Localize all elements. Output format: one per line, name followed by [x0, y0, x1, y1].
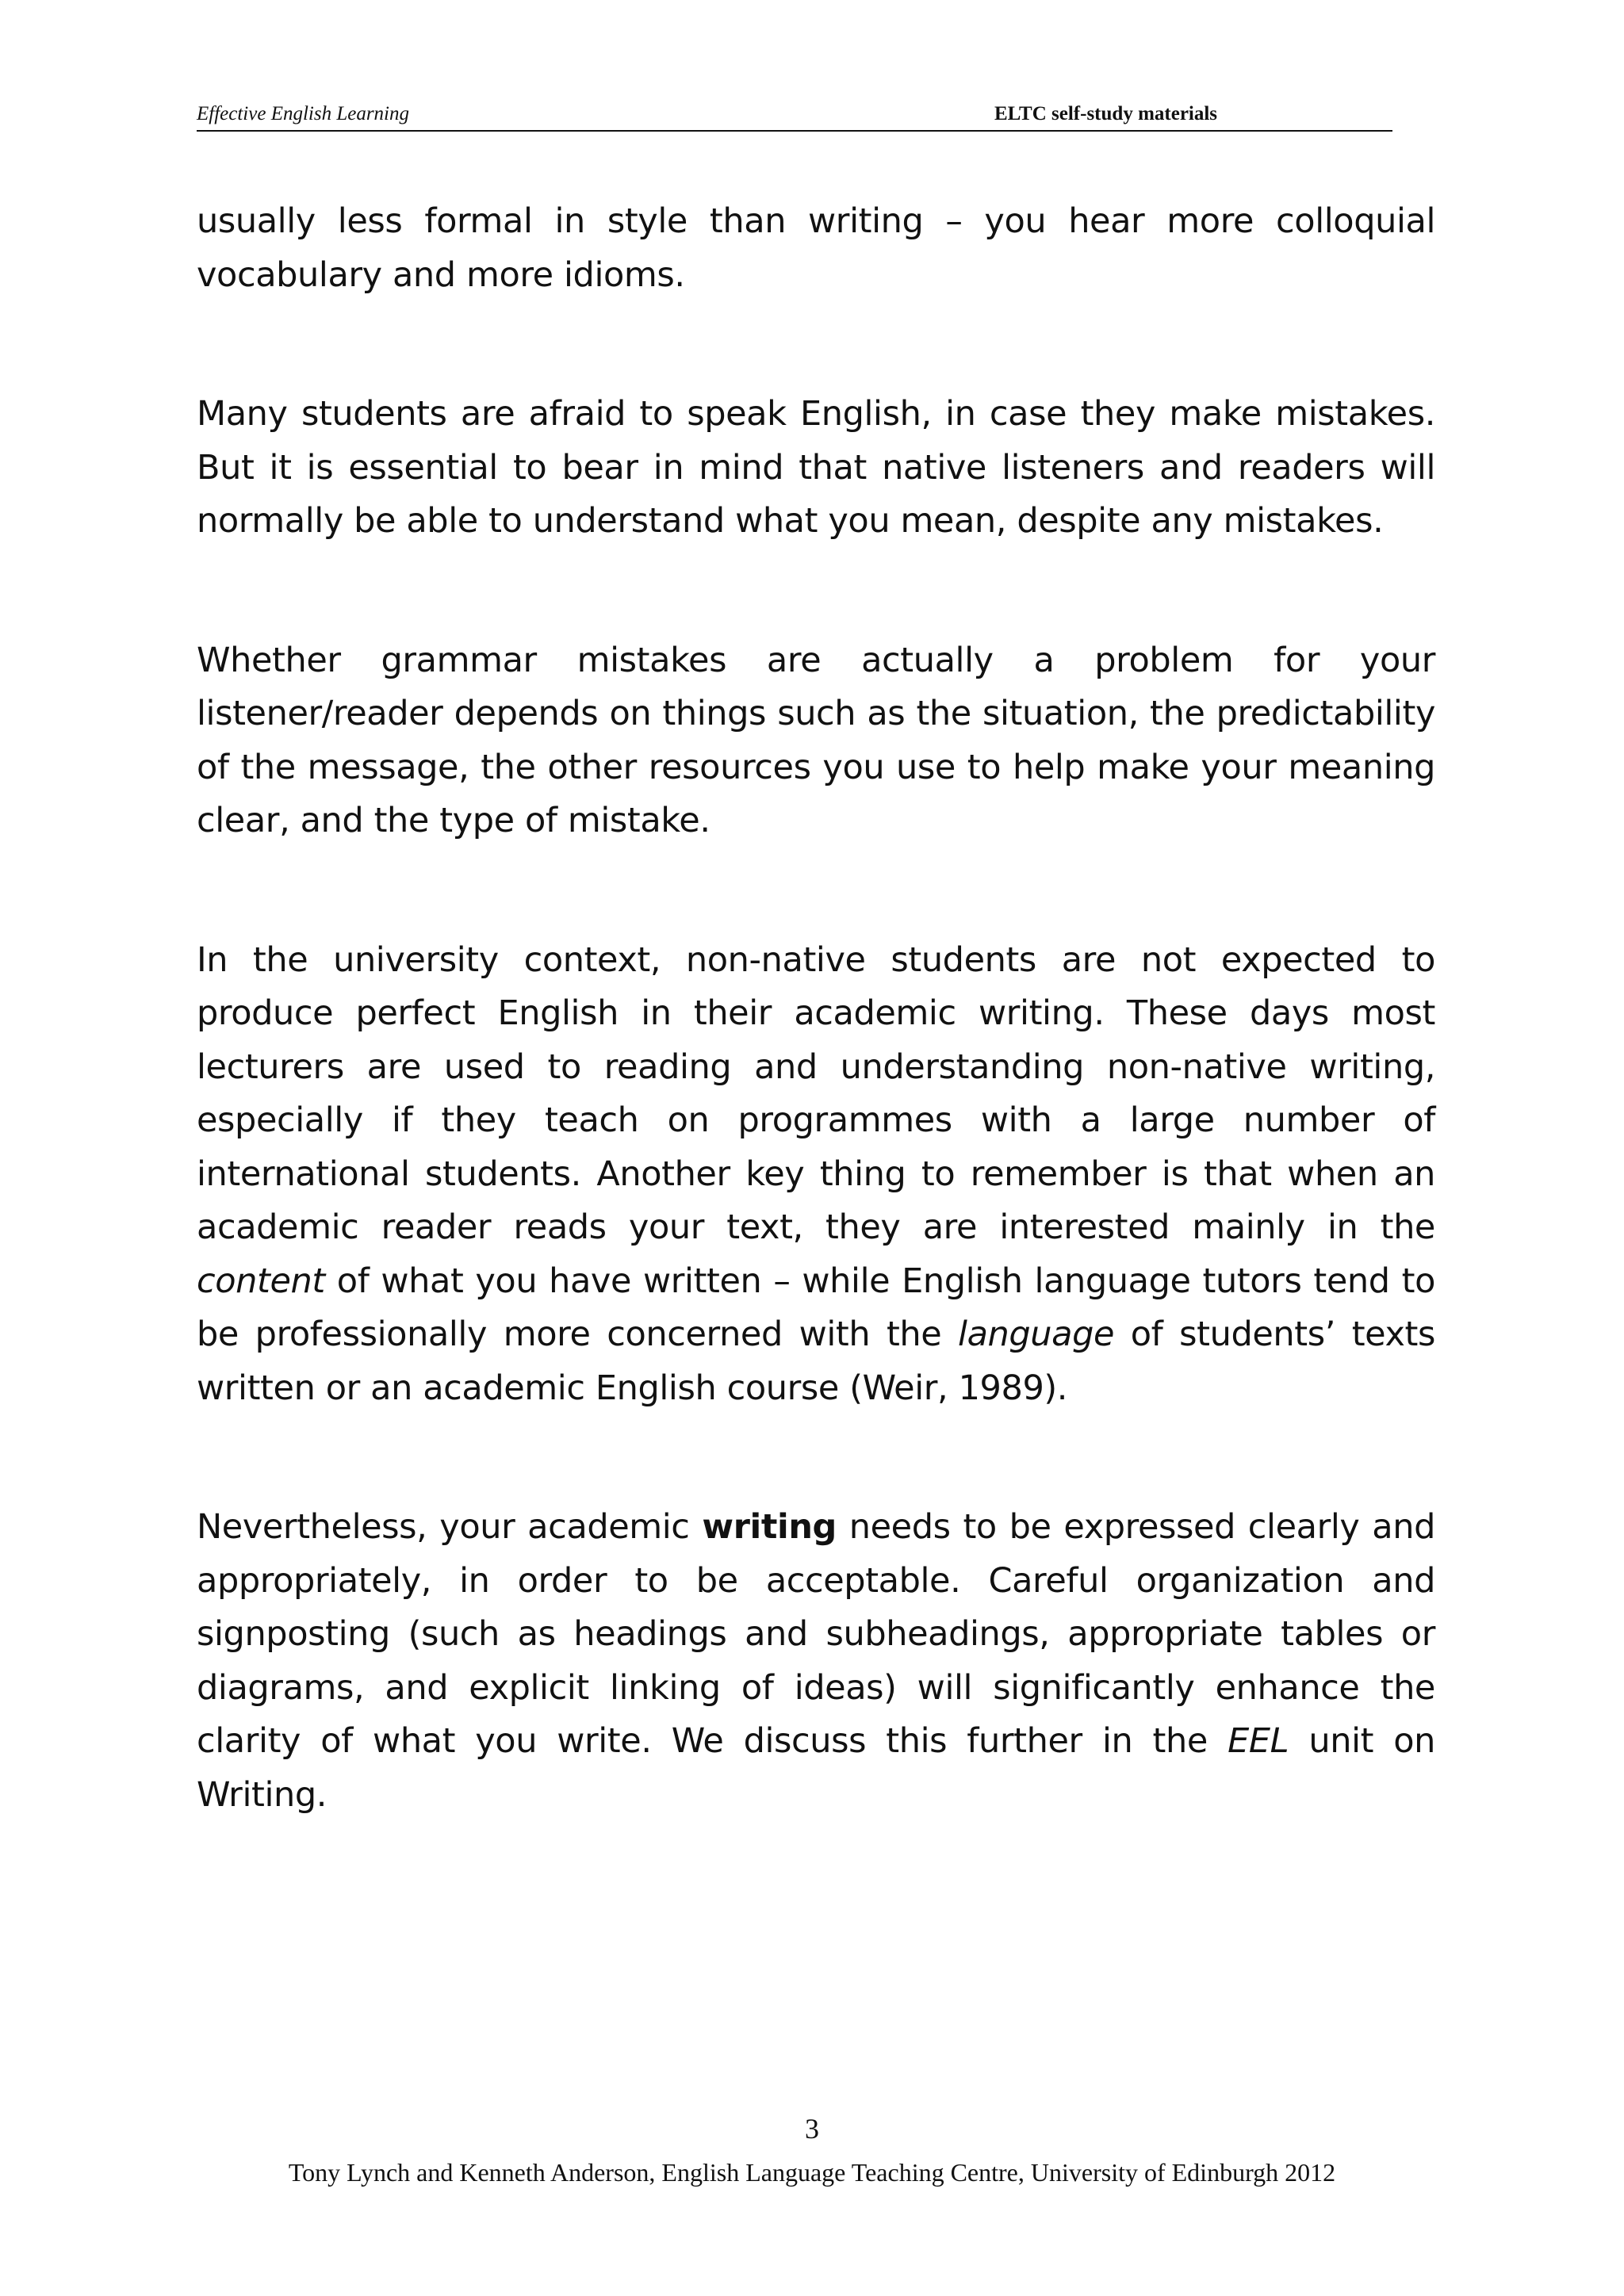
paragraph-5-text-a: Nevertheless, your academic	[197, 1507, 703, 1547]
body-text	[197, 195, 1435, 1908]
emphasis-language: language	[958, 1314, 1115, 1354]
paragraph-3: Whether grammar mistakes are actually a problem for your listener/reader depends on things such as the situation, the predictability of the message, the other resources you use to help make your meaning clear, and the type of mistake.	[197, 640, 1435, 840]
paragraph-5	[197, 1501, 1435, 1822]
page-number: 3	[805, 2113, 819, 2145]
bold-writing: writing	[702, 1507, 837, 1547]
paragraph-4-text-a: In the university context, non-native students are not expected to produce perfect English in their academic writing. These days most lecturers are used to reading and understanding non-native writing, especially if they teach on programmes with a large number of international students. Another key thing to remember is that when an academic reader reads your text, they are interested mainly in the	[197, 939, 1435, 1247]
paragraph-4-text-e: of students’ texts written or an academic English course (Weir, 1989).	[197, 1314, 1435, 1408]
emphasis-content: content	[197, 1261, 325, 1301]
header-document-title: Effective English Learning	[197, 103, 410, 124]
header-series-title: ELTC self-study materials	[994, 103, 1218, 124]
page-footer: Tony Lynch and Kenneth Anderson, English Language Teaching Centre, University of Edinburgh 2012	[288, 2158, 1336, 2187]
emphasis-eel: EEL	[1228, 1721, 1289, 1761]
paragraph-5-text-e: unit on Writing.	[197, 1721, 1436, 1815]
page-header	[197, 95, 1392, 132]
paragraph-1: usually less formal in style than writing – you hear more colloquial vocabulary and more idioms.	[197, 201, 1435, 295]
paragraph-4	[197, 934, 1435, 1416]
paragraph-5-text-c: needs to be expressed clearly and appropriately, in order to be acceptable. Careful organization and signposting (such as headings and subheadings, appropriate tables or diagrams, and explicit linking of ideas) will significantly enhance the clarity of what you write. We discuss this further in the	[197, 1507, 1435, 1761]
paragraph-2: Many students are afraid to speak English, in case they make mistakes. But it is essential to bear in mind that native listeners and readers will normally be able to understand what you mean, despite any mistakes.	[197, 394, 1435, 541]
paragraph-4-text-c: of what you have written – while English language tutors tend to be professionally more concerned with the	[197, 1261, 1435, 1354]
